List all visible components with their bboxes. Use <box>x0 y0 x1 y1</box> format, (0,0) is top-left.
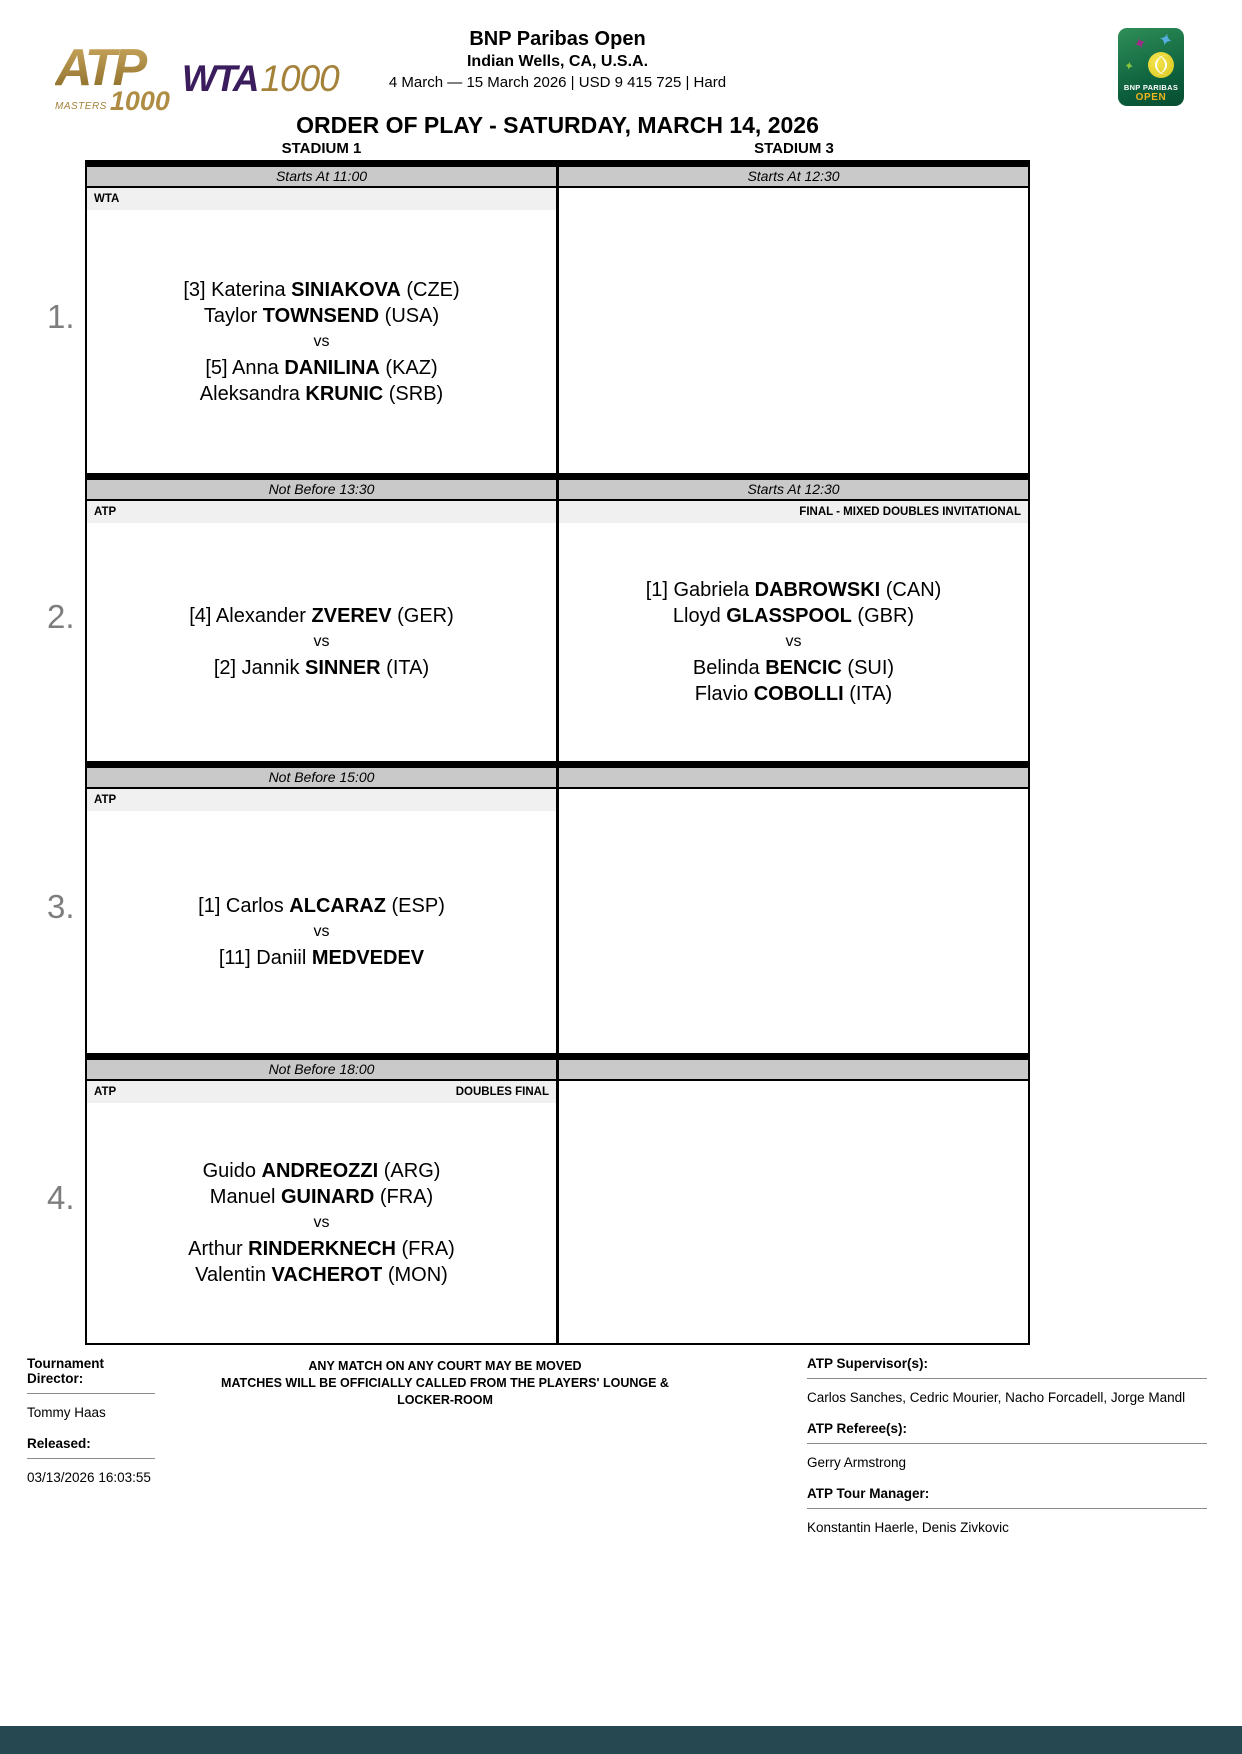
player-line: Manuel GUINARD (FRA) <box>209 1186 434 1208</box>
match-cell <box>556 480 1028 761</box>
match-lines <box>87 210 556 473</box>
player-line: Arthur RINDERKNECH (FRA) <box>188 1238 455 1260</box>
blue-star-icon: ✦ <box>1155 28 1176 52</box>
start-time-bar: Starts At 12:30 <box>559 167 1028 188</box>
match-row-cells <box>87 1060 1028 1343</box>
match-number: 1. <box>47 297 75 335</box>
green-star-icon: ✦ <box>1122 58 1136 74</box>
bottom-brand-bar <box>0 1726 1242 1754</box>
court-notice-line: ANY MATCH ON ANY COURT MAY BE MOVED <box>308 1359 582 1373</box>
match-lines <box>559 789 1028 1053</box>
tournament-meta: 4 March — 15 March 2026 | USD 9 415 725 | Hard <box>388 74 727 91</box>
tournament-director-name: Tommy Haas <box>27 1405 106 1420</box>
player-line: [5] Anna DANILINA (KAZ) <box>205 356 438 379</box>
vs-label: vs <box>313 1214 330 1231</box>
match-row-cells <box>87 167 1028 473</box>
row-separator <box>87 160 1028 167</box>
start-time-bar: Not Before 18:00 <box>87 1060 556 1081</box>
match-lines <box>87 1103 556 1343</box>
footer-right <box>807 1356 1207 1535</box>
player-line: Valentin VACHEROT (MON) <box>195 1264 448 1286</box>
divider-line <box>807 1443 1207 1444</box>
start-time-bar: Starts At 12:30 <box>559 480 1028 501</box>
match-cell <box>87 167 556 473</box>
match-row <box>47 160 1028 473</box>
vs-label: vs <box>313 332 330 350</box>
atp-tour-manager-names: Konstantin Haerle, Denis Zivkovic <box>807 1520 1009 1535</box>
player-line: [3] Katerina SINIAKOVA (CZE) <box>183 278 460 301</box>
match-cell <box>87 768 556 1053</box>
divider-line <box>27 1393 155 1394</box>
order-of-play-title: ORDER OF PLAY - SATURDAY, MARCH 14, 2026 <box>296 112 819 138</box>
tour-event-row <box>87 1081 556 1103</box>
match-cell <box>87 1060 556 1343</box>
atp-referees-names: Gerry Armstrong <box>807 1455 907 1470</box>
vs-label: vs <box>313 633 330 650</box>
match-cell <box>556 1060 1028 1343</box>
match-lines <box>559 523 1028 761</box>
event-label: FINAL - MIXED DOUBLES INVITATIONAL <box>799 506 1021 518</box>
match-row <box>47 1053 1028 1343</box>
divider-line <box>807 1508 1207 1509</box>
stadium-1-header: STADIUM 1 <box>281 140 362 157</box>
player-line: Belinda BENCIC (SUI) <box>692 657 895 679</box>
player-line: Flavio COBOLLI (ITA) <box>694 683 893 705</box>
tour-event-row <box>559 501 1028 523</box>
start-time-bar <box>559 1060 1028 1081</box>
tournament-location: Indian Wells, CA, U.S.A. <box>466 53 649 70</box>
match-lines <box>87 523 556 761</box>
divider-line <box>27 1458 155 1459</box>
atp-masters-label: MASTERS <box>55 101 107 112</box>
player-line: [4] Alexander ZVEREV (GER) <box>189 605 454 627</box>
match-lines <box>87 811 556 1053</box>
start-time-bar: Starts At 11:00 <box>87 167 556 188</box>
divider-line <box>807 1378 1207 1379</box>
start-time-bar: Not Before 15:00 <box>87 768 556 789</box>
tour-label: ATP <box>94 1086 117 1098</box>
player-line: Lloyd GLASSPOOL (GBR) <box>672 605 915 627</box>
tennis-ball-icon <box>1148 52 1174 78</box>
player-line: Taylor TOWNSEND (USA) <box>203 304 440 327</box>
court-notice <box>195 1358 695 1409</box>
released-timestamp: 03/13/2026 16:03:55 <box>27 1470 151 1485</box>
event-label: DOUBLES FINAL <box>455 1086 549 1098</box>
match-lines <box>559 1081 1028 1343</box>
match-lines <box>559 188 1028 473</box>
tournament-name: BNP Paribas Open <box>469 28 646 50</box>
row-separator <box>87 761 1028 768</box>
atp-1000-label: 1000 <box>109 86 170 116</box>
tournament-director-label: Tournament Director: <box>27 1356 104 1386</box>
stadium-3-header: STADIUM 3 <box>754 140 834 157</box>
row-separator <box>87 473 1028 480</box>
match-row-cells <box>87 480 1028 761</box>
tour-label: ATP <box>94 506 117 518</box>
tour-event-row <box>87 188 556 210</box>
court-notice-line: MATCHES WILL BE OFFICIALLY CALLED FROM THE PLAYERS' LOUNGE & <box>221 1376 669 1390</box>
match-cell <box>556 768 1028 1053</box>
footer-left <box>27 1356 167 1485</box>
court-notice-line: LOCKER-ROOM <box>397 1393 493 1407</box>
match-row <box>47 761 1028 1053</box>
bnp-paribas-open-logo <box>1118 28 1184 106</box>
match-cell <box>556 167 1028 473</box>
atp-tour-manager-label: ATP Tour Manager: <box>807 1486 930 1501</box>
player-line: [1] Carlos ALCARAZ (ESP) <box>198 895 445 917</box>
row-separator <box>87 1053 1028 1060</box>
vs-label: vs <box>785 633 802 650</box>
atp-supervisors-names: Carlos Sanches, Cedric Mourier, Nacho Forcadell, Jorge Mandl <box>807 1390 1186 1405</box>
start-time-bar: Not Before 13:30 <box>87 480 556 501</box>
match-number: 3. <box>47 888 75 925</box>
tour-label: WTA <box>94 193 120 205</box>
match-number: 2. <box>47 598 75 635</box>
player-line: Aleksandra KRUNIC (SRB) <box>199 382 444 405</box>
tour-label: ATP <box>94 794 117 806</box>
atp-supervisors-label: ATP Supervisor(s): <box>807 1356 929 1371</box>
atp-referees-label: ATP Referee(s): <box>807 1421 908 1436</box>
player-line: Guido ANDREOZZI (ARG) <box>202 1160 441 1182</box>
wta-1000-label: 1000 <box>260 57 339 99</box>
start-time-bar <box>559 768 1028 789</box>
bnp-logo-name: BNP PARIBAS <box>1123 83 1179 92</box>
player-line: [11] Daniil MEDVEDEV <box>218 947 425 969</box>
released-label: Released: <box>27 1436 91 1451</box>
player-line: [2] Jannik SINNER (ITA) <box>213 657 430 679</box>
match-row <box>47 473 1028 761</box>
tournament-header <box>85 28 1030 91</box>
purple-star-icon: ✦ <box>1131 34 1150 55</box>
match-row-cells <box>87 768 1028 1053</box>
wta-logo-text: WTA <box>181 57 258 99</box>
vs-label: vs <box>313 923 330 940</box>
tour-event-row <box>87 501 556 523</box>
player-line: [1] Gabriela DABROWSKI (CAN) <box>645 579 942 601</box>
bnp-logo-open: OPEN <box>1135 92 1167 103</box>
match-cell <box>87 480 556 761</box>
atp-logo-text: ATP <box>55 42 170 94</box>
match-number: 4. <box>47 1179 75 1216</box>
schedule-grid <box>47 160 1030 1345</box>
tour-event-row <box>87 789 556 811</box>
